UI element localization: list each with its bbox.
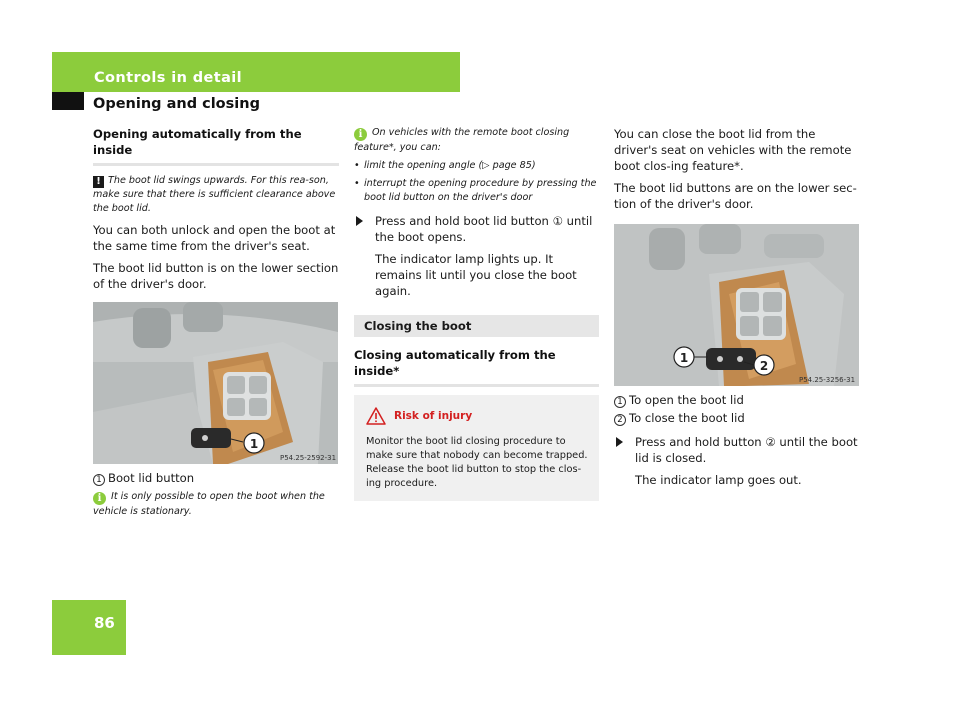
photo-code: P54.25-2592-31 <box>280 454 337 462</box>
paragraph: The boot lid buttons are on the lower sec-tion of the driver's door. <box>614 181 857 211</box>
callout-2: 2 <box>759 359 769 373</box>
paragraph: The boot lid button is on the lower section of the driver's door. <box>93 261 339 291</box>
callout-1: 1 <box>249 437 259 451</box>
step-text: Press and hold boot lid button ① until the boot opens. <box>375 214 593 244</box>
header-marker <box>52 92 84 110</box>
callout-number-2: 2 <box>614 414 626 426</box>
paragraph: You can close the boot lid from the driver's seat on vehicles with the remote boot clos-ing feature*. <box>614 127 852 173</box>
info-note-text: It is only possible to open the boot when the vehicle is stationary. <box>93 491 325 517</box>
step-note: The indicator lamp goes out. <box>635 473 802 487</box>
list-item: • limit the opening angle (▷ page 85) <box>354 159 599 173</box>
closing-section-bar: Closing the boot <box>354 315 599 337</box>
info-icon: i <box>354 128 367 141</box>
risk-text: Monitor the boot lid closing procedure to make sure that nobody can become trapped. Release the boot lid button to stop the clos-ing procedure. <box>366 436 588 489</box>
options-list <box>354 159 599 205</box>
info-note <box>93 490 339 519</box>
door-panel-photo <box>93 302 338 464</box>
heading-closing-inside: Closing automatically from the inside* <box>354 347 599 387</box>
legend-item <box>614 392 860 408</box>
callout-number-1: 1 <box>614 396 626 408</box>
section-title: Controls in detail <box>94 70 243 86</box>
warning-note <box>93 174 339 216</box>
door-buttons-photo <box>614 224 859 386</box>
list-item: • interrupt the opening procedure by pressing the boot lid button on the driver's door <box>354 177 599 205</box>
column-right <box>614 126 860 496</box>
callout-1: 1 <box>679 351 689 365</box>
step-arrow-icon <box>356 216 363 226</box>
exclamation-icon: ! <box>93 176 104 188</box>
page-number-strip <box>52 600 126 655</box>
risk-header <box>366 407 589 425</box>
legend-item <box>93 470 339 486</box>
warning-triangle-icon <box>366 407 386 425</box>
legend-2-text: To close the boot lid <box>629 411 745 425</box>
subsection-title: Opening and closing <box>93 96 260 112</box>
column-left <box>93 126 339 519</box>
page-number: 86 <box>94 614 115 632</box>
callout-number-1: 1 <box>93 474 105 486</box>
photo-code: P54.25-3256-31 <box>799 376 856 384</box>
info-intro <box>354 126 599 155</box>
risk-title: Risk of injury <box>394 410 473 422</box>
instruction-step <box>614 434 860 466</box>
legend-1-text: Boot lid button <box>108 471 195 485</box>
instruction-step <box>354 213 599 245</box>
paragraph: You can both unlock and open the boot at the same time from the driver's seat. <box>93 223 336 253</box>
column-middle <box>354 126 599 501</box>
info-intro-text: On vehicles with the remote boot closing feature*, you can: <box>354 127 570 153</box>
step-note: The indicator lamp lights up. It remains lit until you close the boot again. <box>375 252 577 298</box>
legend-item <box>614 410 860 426</box>
risk-warning-box <box>354 395 599 501</box>
heading-opening-inside: Opening automatically from the inside <box>93 126 339 166</box>
legend-1-text: To open the boot lid <box>629 393 744 407</box>
info-icon: i <box>93 492 106 505</box>
warning-note-text: The boot lid swings upwards. For this rea-son, make sure that there is sufficient clearance above the boot lid. <box>93 175 336 214</box>
step-text: Press and hold button ② until the boot lid is closed. <box>635 435 858 465</box>
step-arrow-icon <box>616 437 623 447</box>
